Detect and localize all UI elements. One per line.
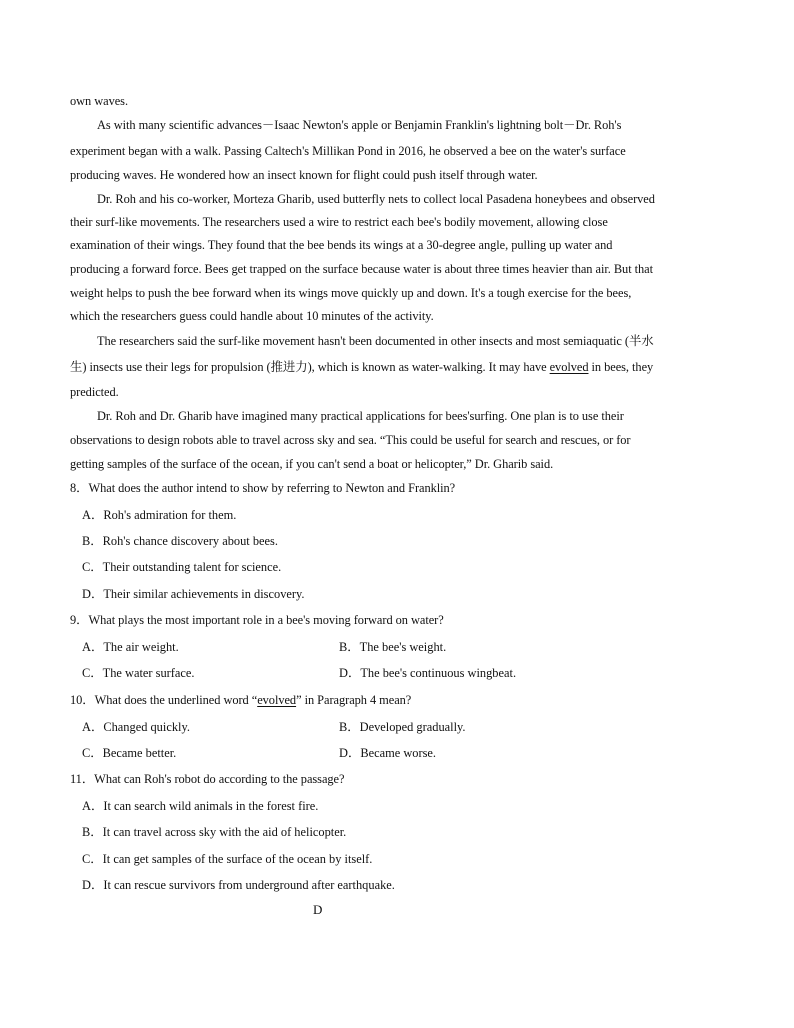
passage-line: Dr. Roh and Dr. Gharib have imagined many practical applications for bees'surfing. One plan is to use their xyxy=(97,409,624,423)
underlined-word-evolved: evolved xyxy=(549,360,589,374)
option-d[interactable]: D．Became worse. xyxy=(339,746,437,760)
passage-line: As with many scientific advances－Isaac Newton's apple or Benjamin Franklin's lightning bolt－Dr. Roh's xyxy=(97,118,622,132)
option-a[interactable]: A．The air weight. xyxy=(82,640,179,654)
option-d[interactable]: D．The bee's continuous wingbeat. xyxy=(339,666,517,680)
passage-line: experiment began with a walk. Passing Caltech's Millikan Pond in 2016, he observed a bee on the water's surface xyxy=(70,144,626,158)
option-d[interactable]: D．Their similar achievements in discovery. xyxy=(82,587,305,601)
option-c[interactable]: C．Became better. xyxy=(82,746,177,760)
passage-line: weight helps to push the bee forward when its wings move quickly up and down. It's a tough exercise for the bees, xyxy=(70,286,632,300)
option-c[interactable]: C．It can get samples of the surface of the ocean by itself. xyxy=(82,852,373,866)
passage-line: The researchers said the surf-like movement hasn't been documented in other insects and most semiaquatic (半水 xyxy=(97,334,654,348)
option-b[interactable]: B．The bee's weight. xyxy=(339,640,447,654)
option-c[interactable]: C．Their outstanding talent for science. xyxy=(82,560,282,574)
passage-line: their surf-like movements. The researchers used a wire to restrict each bee's bodily movement, allowing close xyxy=(70,215,608,229)
option-b[interactable]: B．Developed gradually. xyxy=(339,720,466,734)
section-letter: D xyxy=(313,902,323,917)
question-stem xyxy=(70,692,722,708)
option-b[interactable]: B．It can travel across sky with the aid of helicopter. xyxy=(82,825,347,839)
passage-line: examination of their wings. They found that the bee bends its wings at a 30-degree angle, pulling up water and xyxy=(70,238,613,252)
passage-line xyxy=(70,359,722,375)
question-stem-underlined-word: evolved xyxy=(257,693,297,707)
question-stem-suffix: ” in Paragraph 4 mean? xyxy=(296,693,412,707)
question-stem: 8．What does the author intend to show by referring to Newton and Franklin? xyxy=(70,481,456,495)
passage-line: Dr. Roh and his co-worker, Morteza Gharib, used butterfly nets to collect local Pasadena honeybees and observed xyxy=(97,192,655,206)
question-stem: 9．What plays the most important role in a bee's moving forward on water? xyxy=(70,613,444,627)
option-b[interactable]: B．Roh's chance discovery about bees. xyxy=(82,534,278,548)
option-d[interactable]: D．It can rescue survivors from underground after earthquake. xyxy=(82,878,395,892)
passage-text: 生) insects use their legs for propulsion (推进力), which is known as water-walking. It may have xyxy=(70,360,550,374)
question-stem: 11．What can Roh's robot do according to the passage? xyxy=(70,772,345,786)
passage-line: which the researchers guess could handle about 10 minutes of the activity. xyxy=(70,309,434,323)
option-a[interactable]: A．Roh's admiration for them. xyxy=(82,508,237,522)
passage-line: producing waves. He wondered how an insect known for flight could push itself through water. xyxy=(70,168,538,182)
passage-line: predicted. xyxy=(70,385,119,399)
question-stem-prefix: 10．What does the underlined word “ xyxy=(70,693,258,707)
passage-text: in bees, they xyxy=(588,360,654,374)
passage-line: getting samples of the surface of the ocean, if you can't send a boat or helicopter,” Dr. Gharib said. xyxy=(70,457,554,471)
passage-line: observations to design robots able to travel across sky and sea. “This could be useful for search and rescues, or for xyxy=(70,433,631,447)
passage-line: own waves. xyxy=(70,94,128,108)
option-a[interactable]: A．Changed quickly. xyxy=(82,720,190,734)
passage-line: producing a forward force. Bees get trapped on the surface because water is about three times heavier than air. But that xyxy=(70,262,654,276)
option-a[interactable]: A．It can search wild animals in the forest fire. xyxy=(82,799,319,813)
option-c[interactable]: C．The water surface. xyxy=(82,666,195,680)
